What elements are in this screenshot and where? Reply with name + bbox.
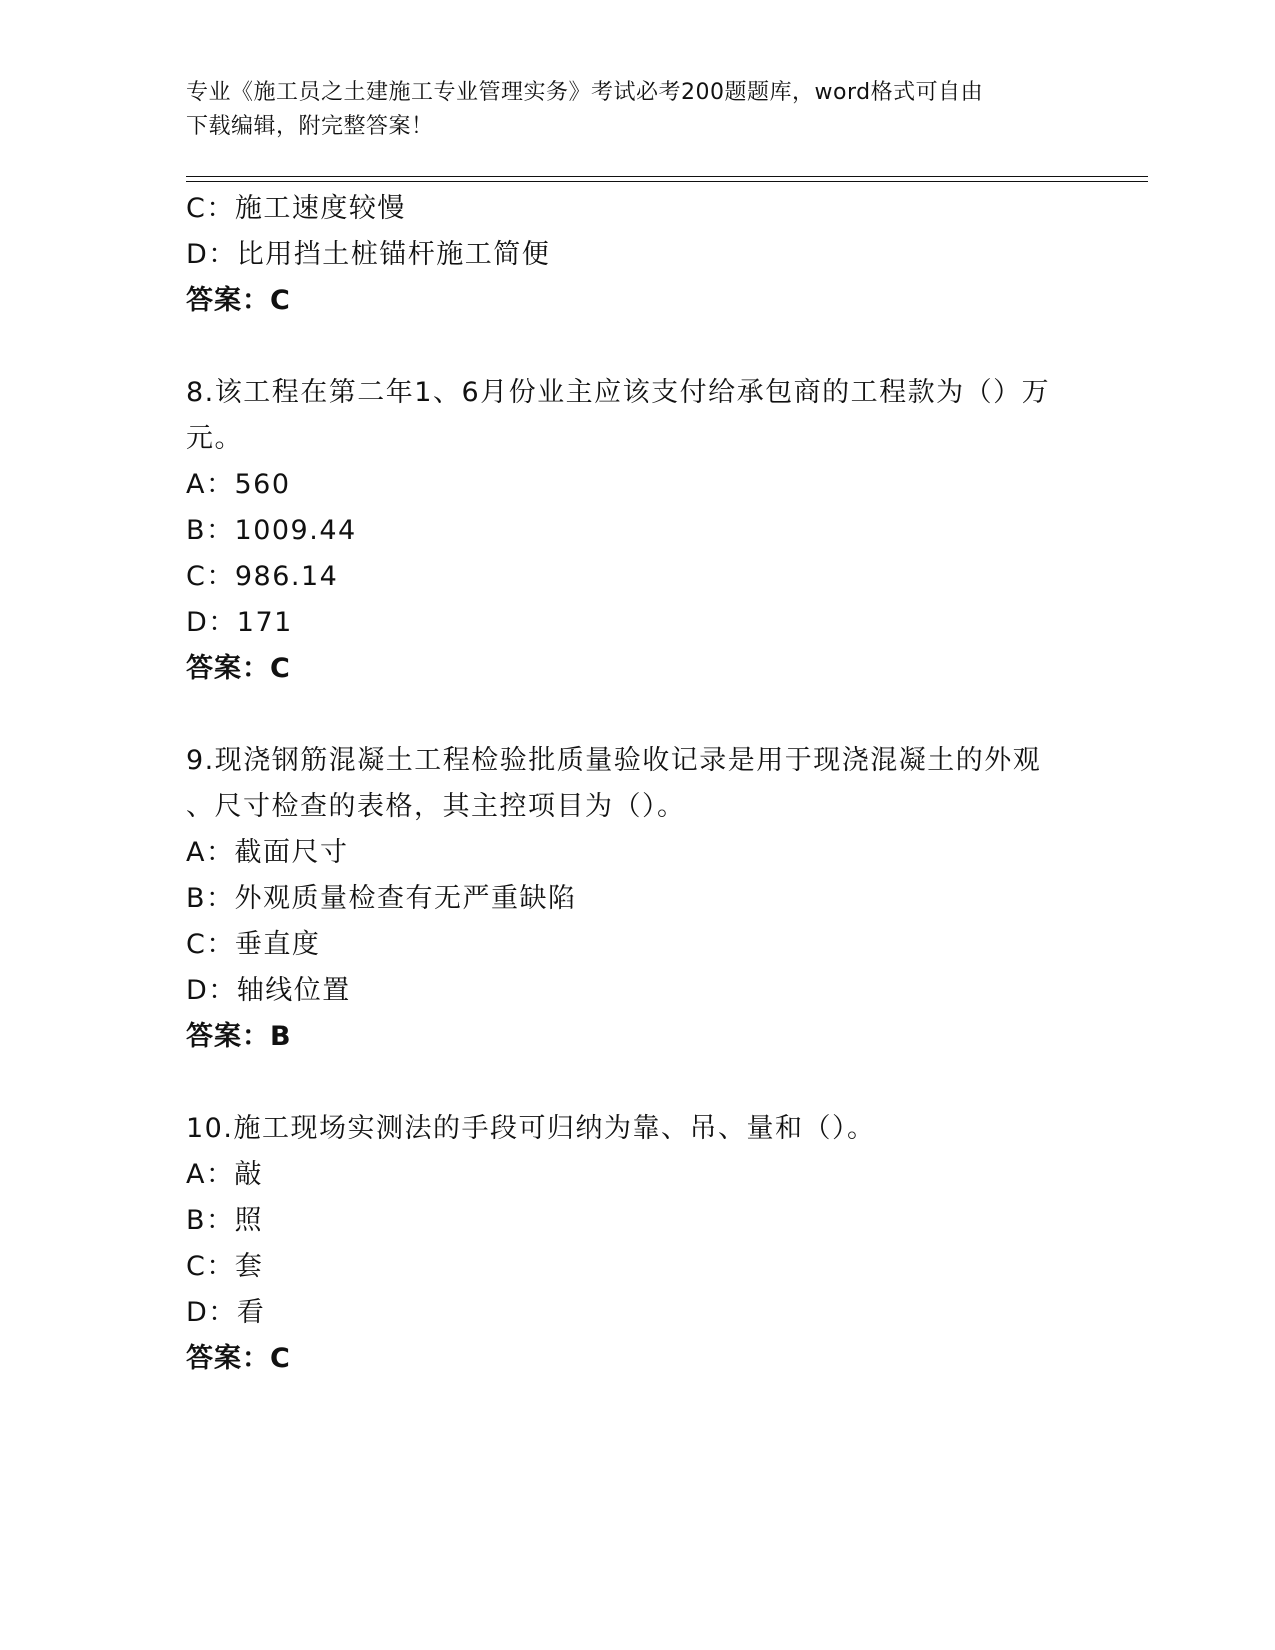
question-text-line-1: 9.现浇钢筋混凝土工程检验批质量验收记录是用于现浇混凝土的外观 <box>186 745 1042 776</box>
question-text-line-1: 10.施工现场实测法的手段可归纳为靠、吊、量和（）。 <box>186 1113 876 1144</box>
partial-question <box>186 186 1086 324</box>
question-spacer <box>186 324 1086 370</box>
option-a: A：560 <box>186 469 291 500</box>
question-text-line-2: 、尺寸检查的表格，其主控项目为（）。 <box>186 791 686 822</box>
option-c: C：986.14 <box>186 561 339 592</box>
header-line-2: 下载编辑，附完整答案！ <box>186 114 434 139</box>
option-c: C：垂直度 <box>186 929 321 960</box>
option-c: C：施工速度较慢 <box>186 193 406 224</box>
header-line-1: 专业《施工员之土建施工专业管理实务》考试必考200题题库，word格式可自由 <box>186 80 984 105</box>
question-content <box>186 186 1086 1382</box>
answer-line: 答案：C <box>186 653 291 684</box>
option-c: C：套 <box>186 1251 264 1282</box>
option-a: A：截面尺寸 <box>186 837 349 868</box>
option-b: B：照 <box>186 1205 264 1236</box>
option-d: D：171 <box>186 607 293 638</box>
question-spacer <box>186 1060 1086 1106</box>
header-divider-bottom <box>186 181 1148 182</box>
option-d: D：看 <box>186 1297 266 1328</box>
answer-line: 答案：B <box>186 1021 292 1052</box>
question-9 <box>186 738 1086 1060</box>
document-header <box>186 76 1086 144</box>
option-d: D：轴线位置 <box>186 975 351 1006</box>
option-d: D：比用挡土桩锚杆施工简便 <box>186 239 551 270</box>
option-a: A：敲 <box>186 1159 263 1190</box>
option-b: B：1009.44 <box>186 515 357 546</box>
question-text-line-2: 元。 <box>186 423 243 454</box>
option-b: B：外观质量检查有无严重缺陷 <box>186 883 577 914</box>
question-10 <box>186 1106 1086 1382</box>
header-divider-top <box>186 176 1148 177</box>
answer-line: 答案：C <box>186 285 291 316</box>
answer-line: 答案：C <box>186 1343 291 1374</box>
question-text-line-1: 8.该工程在第二年1、6月份业主应该支付给承包商的工程款为（）万 <box>186 377 1051 408</box>
question-spacer <box>186 692 1086 738</box>
question-8 <box>186 370 1086 692</box>
